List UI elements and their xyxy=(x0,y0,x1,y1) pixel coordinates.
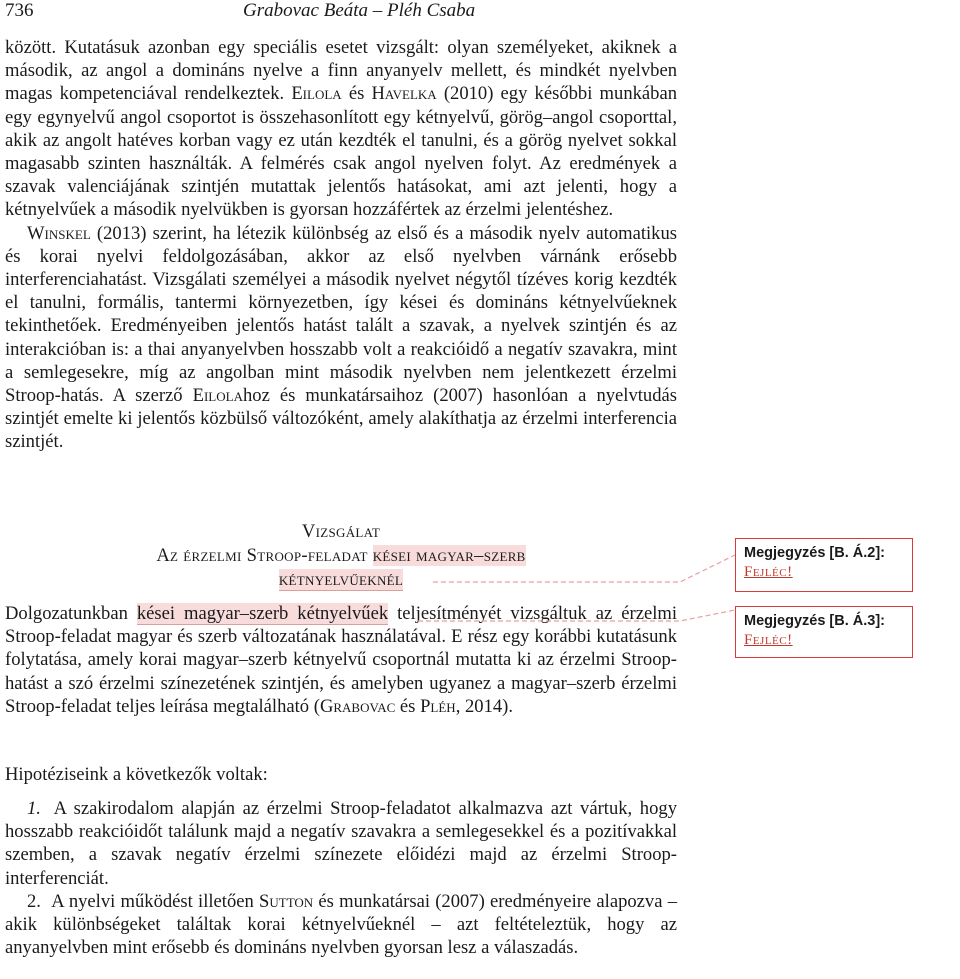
intro-section xyxy=(5,36,677,454)
running-head: Grabovac Beáta – Pléh Csaba xyxy=(243,0,476,21)
comment-balloon[interactable] xyxy=(735,538,913,592)
list-item: 2. A nyelvi működést illetően Sutton és munkatársai (2007) eredményeire alapozva – akik különbségeket találtak korai kétnyelvűeknél – azt feltételeztük, hogy az anyanyelvben mint erősebb és domináns nyelvben gyorsan lesz a válaszadás. xyxy=(5,891,677,959)
highlighted-text[interactable]: kései magyar–szerb kétnyelvűek xyxy=(136,603,389,624)
comment-balloon[interactable] xyxy=(735,606,913,658)
author-name: Sutton xyxy=(259,891,314,912)
comment-author: Megjegyzés [B. Á.2]: xyxy=(744,545,885,561)
paragraph: között. Kutatásuk azonban egy speciális esetet vizsgált: olyan személyeket, akiknek a második, az angol a domináns nyelve a finn anyanyelv mellett, és mindkét nyelvben magas kompetenciával rendelkeztek. Eilola és Havelka (2010) egy későbbi munkában egy egynyelvű angol csoportot is összehasonlított egy kétnyelvű, görög–angol csoporttal, akik az angolt hatéves korban vagy ez után kezdték el tanulni, és a görög nyelvet sokkal magasabb szinten használták. A felmérés csak angol nyelven folyt. Az eredmények a szavak valenciájának szintjén mutattak jelentős hatásokat, ami azt jelenti, hogy a kétnyelvűek a második nyelvükben is gyorsan hozzáfértek az érzelmi jelentéshez. xyxy=(5,37,678,221)
comment-author: Megjegyzés [B. Á.3]: xyxy=(744,613,885,629)
hypotheses-intro: Hipotéziseink a következők voltak: xyxy=(5,764,268,785)
paragraph: Dolgozatunkban kései magyar–szerb kétnyelvűek teljesítményét vizsgáltuk az érzelmi Stroop-feladat magyar és szerb változatának használatával. E rész egy korábbi kutatásunk folytatása, amely korai magyar–szerb kétnyelvű csoportnál mutatta ki az érzelmi Stroop-hatást a szó érzelmi színezetének szintjén, és amelyben ugyanez a magyar–szerb érzelmi Stroop-feladat teljes leírása megtalálható (Grabovac és Pléh, 2014). xyxy=(5,603,677,717)
page-number: 736 xyxy=(5,0,34,21)
section-heading: Vizsgálat Az érzelmi Stroop-feladat kései magyar–szerb kétnyelvűeknél xyxy=(156,521,526,590)
highlighted-text[interactable]: kétnyelvűeknél xyxy=(278,569,404,590)
author-name: Eilola xyxy=(291,83,342,105)
author-name: Eilola xyxy=(192,385,243,407)
comment-text: Fejléc! xyxy=(744,564,793,580)
highlighted-text[interactable]: kései magyar–szerb xyxy=(372,545,526,566)
page-header xyxy=(5,0,950,24)
author-name: Havelka xyxy=(371,83,437,105)
paragraph: Winskel (2013) szerint, ha létezik különbség az első és a második nyelv automatikus és korai nyelvi feldolgozásában, akkor az első nyelvben várnánk erősebb interferenciahatást. Vizsgálati személyei a második nyelvet négytől tízéves korig kezdték el tanulni, formális, tantermi környezetben, így kései és domináns kétnyelvűeknek tekinthetőek. Eredményeiben jelentős hatást talált a szavak, a nyelvek szintjén és az interakcióban is: a thai anyanyelvben hosszabb volt a reakcióidő a negatív szavakra, mint a semlegesekre, míg az angolban mint második nyelvben nem jelentkezett érzelmi Stroop-hatás. A szerző Eilolahoz és munkatársaihoz (2007) hasonlóan a nyelvtudás szintjét emelte ki jelentős közbülső változóként, amely alakíthatja az érzelmi interferencia szintjét. xyxy=(5,222,677,453)
list-item: 1. A szakirodalom alapján az érzelmi Stroop-feladatot alkalmazva azt vártuk, hogy hosszabb reakcióidőt találunk majd a negatív szavakra a semlegesekkel és a pozitívakkal szemben, a szavak negatív érzelmi színezete előidézi majd az érzelmi Stroop-interferenciát. xyxy=(5,798,677,889)
comment-text: Fejléc! xyxy=(744,632,793,648)
author-name: Winskel xyxy=(27,222,91,244)
study-paragraph xyxy=(5,602,677,718)
author-name: Grabovac xyxy=(319,695,396,717)
author-name: Pléh xyxy=(420,695,456,717)
